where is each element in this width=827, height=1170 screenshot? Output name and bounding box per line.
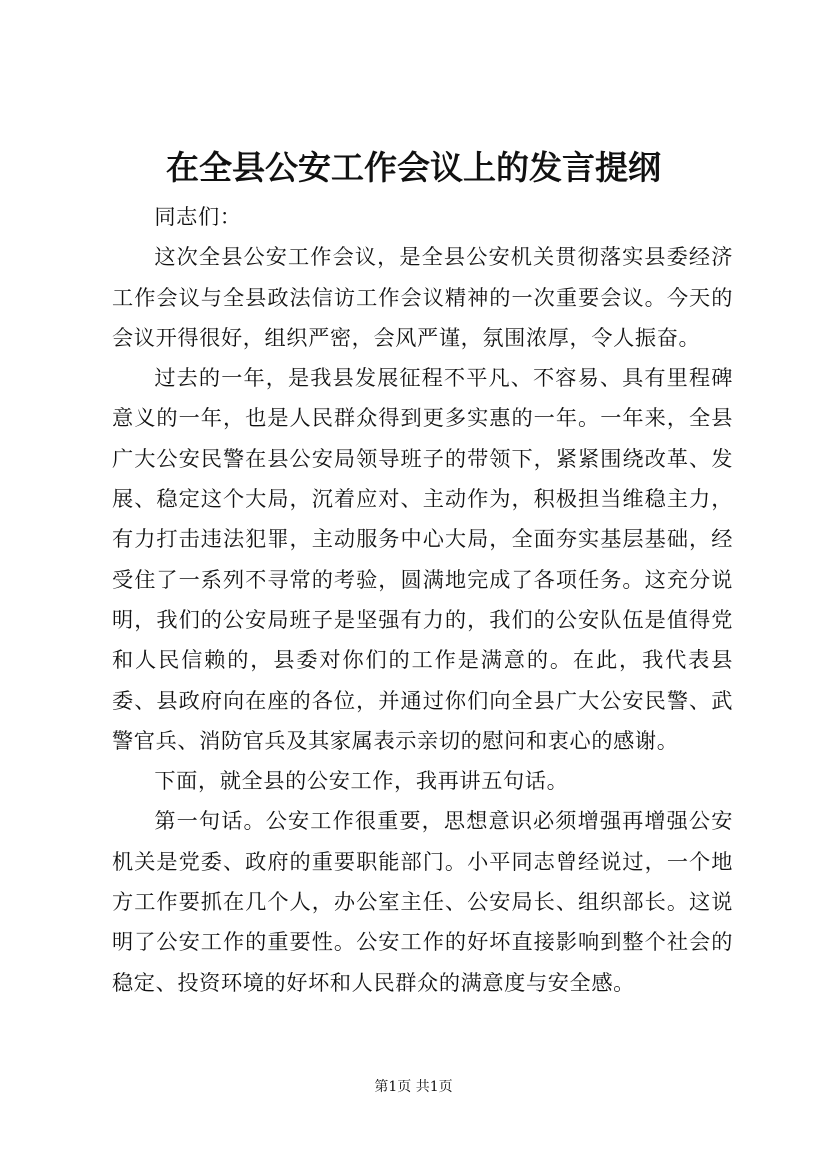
paragraph-2: 过去的一年，是我县发展征程不平凡、不容易、具有里程碑意义的一年，也是人民群众得到更多实惠的一年。一年来，全县广大公安民警在县公安局领导班子的带领下，紧紧围绕改革、发展、稳定这个大局，沉着应对、主动作为，积极担当维稳主力，有力打击违法犯罪，主动服务中心大局，全面夯实基层基础，经受住了一系列不寻常的考验，圆满地完成了各项任务。这充分说明，我们的公安局班子是坚强有力的，我们的公安队伍是值得党和人民信赖的，县委对你们的工作是满意的。在此，我代表县委、县政府向在座的各位，并通过你们向全县广大公安民警、武警官兵、消防官兵及其家属表示亲切的慰问和衷心的感谢。 xyxy=(112,365,733,753)
page-footer: 第1页 共1页 xyxy=(374,1079,453,1095)
paragraph-3: 下面，就全县的公安工作，我再讲五句话。 xyxy=(154,768,569,794)
paragraph-salutation: 同志们： xyxy=(154,204,242,229)
document-body xyxy=(112,197,733,1003)
document-title: 在全县公安工作会议上的发言提纲 xyxy=(166,148,661,187)
paragraph-1: 这次全县公安工作会议，是全县公安机关贯彻落实县委经济工作会议与全县政法信访工作会议精神的一次重要会议。今天的会议开得很好，组织严密，会风严谨，氛围浓厚，令人振奋。 xyxy=(112,244,733,350)
paragraph-4: 第一句话。公安工作很重要，思想意识必须增强再增强公安机关是党委、政府的重要职能部门。小平同志曾经说过，一个地方工作要抓在几个人，办公室主任、公安局长、组织部长。这说明了公安工作的重要性。公安工作的好坏直接影响到整个社会的稳定、投资环境的好坏和人民群众的满意度与安全感。 xyxy=(112,808,733,995)
